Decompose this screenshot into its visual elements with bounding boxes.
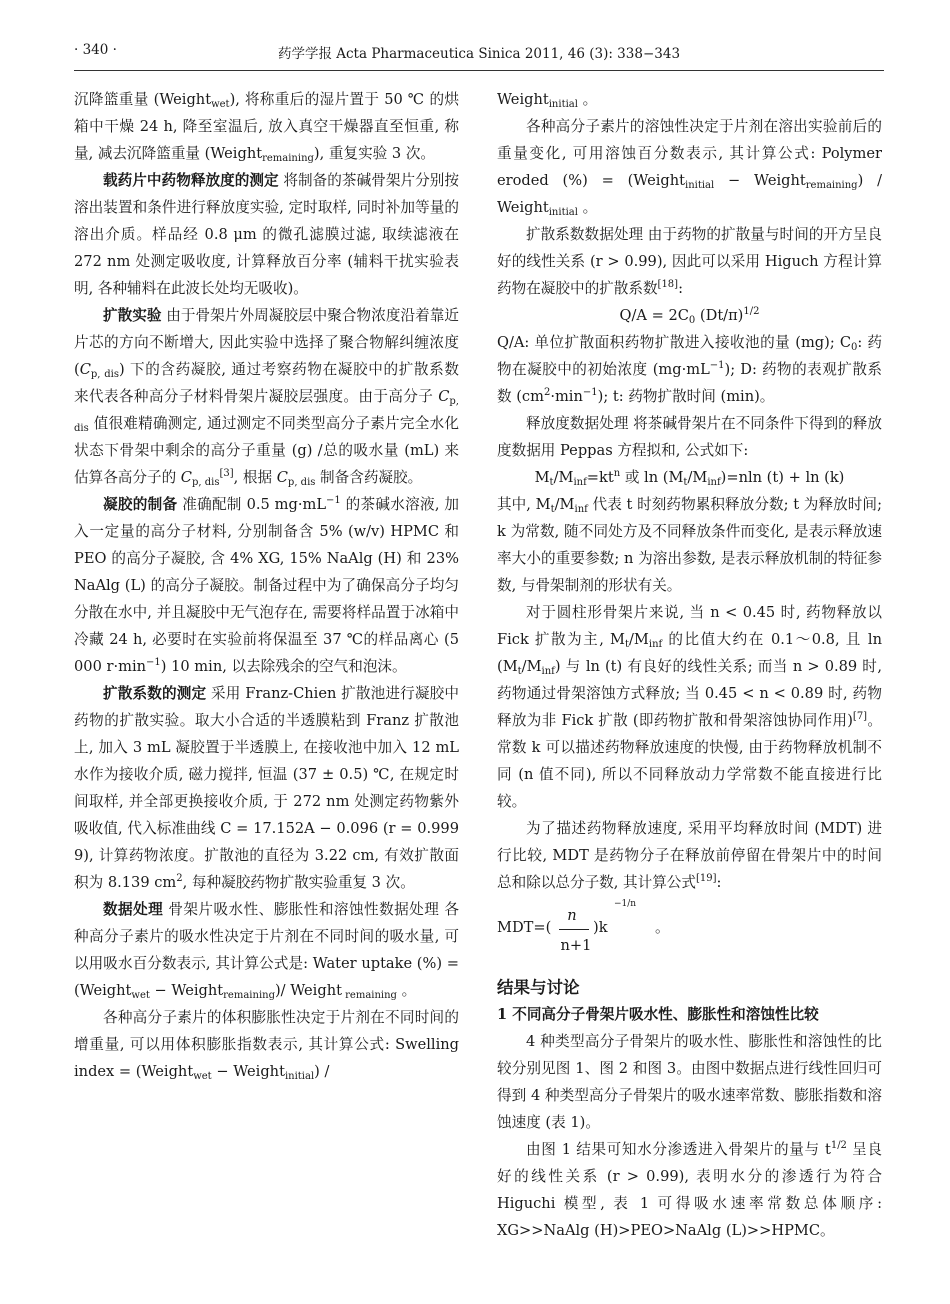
- paragraph-peppas-explain: 其中, $M_t/M_{inf}$ 代表 t 时刻药物累积释放分数; t 为释放时间; k 为常数, 随不同处方及不同释放条件而变化, 是表示释放速率大小的重要参数; n 为溶出参数, 是表示释放机制的特征参数, 与骨架制剂的形状有关。: [497, 496, 882, 594]
- paragraph-diffusion-data: 扩散系数数据处理 由于药物的扩散量与时间的开方呈良好的线性关系 (r > 0.99), 因此可以采用 Higuch 方程计算药物在凝胶中的扩散系数[18]:: [497, 226, 882, 297]
- heading-release-test: 载药片中药物释放度的测定: [103, 172, 279, 189]
- header-rule: [74, 70, 884, 71]
- paragraph-diffusion-coef: 扩散系数的测定 采用 Franz-Chien 扩散池进行凝胶中药物的扩散实验。取大小合适的半透膜粘到 Franz 扩散池上, 加入 3 mL 凝胶置于半透膜上, 在接收池中加入 12 mL 水作为接收介质, 磁力搅拌, 恒温 (37 ± 0.5) ℃, 在规定时间取样, 并全部更换接收介质, 于 272 nm 处测定药物紫外吸收值, 代入标准曲线 C = 17.152A − 0.096 (r = 0.999 9), 计算药物浓度。扩散池的直径为 3.22 cm, 有效扩散面积为 8.139 $cm^2$, 每种凝胶药物扩散实验重复 3 次。: [74, 685, 459, 891]
- equation-mdt: MDT=( n n+1 )k −1/n 。: [497, 899, 670, 954]
- paragraph-sink-weight: 沉降篮重量 (Weight$_{wet}$), 将称重后的湿片置于 50 ℃ 的烘箱中干燥 24 h, 降至室温后, 放入真空干燥器直至恒重, 称量, 减去沉降篮重量 (Weight$_{remaining}$), 重复实验 3 次。: [74, 91, 459, 164]
- paragraph-diffusion-exp: 扩散实验 由于骨架片外周凝胶层中聚合物浓度沿着靠近片芯的方向不断增大, 因此实验中选择了聚合物解纠缠浓度 $(C_{p, dis})$ 下的含药凝胶, 通过考察药物在凝胶中的扩散系数来代表各种高分子材料骨架片凝胶层强度。由于高分子 $C_{p, dis}$ 值很难精确测定, 通过测定不同类型高分子素片完全水化状态下骨架中剩余的高分子重量 (g) /总的吸水量 (mL) 来估算各高分子的 $C_{p, dis}[3]$, 根据 $C_{p, dis}$ 制备含药凝胶。: [74, 307, 459, 488]
- equation-peppas: $M_t/M_{inf}=kt^n$ 或 $\ln (M_t/M_{inf})=nln$ (t) + ln (k): [534, 468, 845, 488]
- paragraph-weight-initial: Weight$_{initial}$ 。: [497, 91, 598, 110]
- paragraph-results-1: 4 种类型高分子骨架片的吸水性、膨胀性和溶蚀性的比较分别见图 1、图 2 和图 3。由图中数据点进行线性回归可得到 4 种类型高分子骨架片的吸水速率常数、膨胀指数和溶蚀速度 (表 1)。: [497, 1033, 882, 1131]
- paragraph-cylinder: 对于圆柱形骨架片来说, 当 n < 0.45 时, 药物释放以 Fick 扩散为主, $M_t/M_{inf}$ 的比值大约在 0.1～0.8, 且 $\ln (M_t/M_{inf})$ 与 ln (t) 有良好的线性关系; 而当 n > 0.89 时, 药物通过骨架溶蚀方式释放; 当 0.45 < n < 0.89 时, 药物释放为非 Fick 扩散 (即药物扩散和骨架溶蚀协同作用)[7]。常数 k 可以描述药物释放速度的快慢, 由于药物释放机制不同 (n 值不同), 所以不同释放动力学常数不能直接进行比较。: [497, 604, 883, 810]
- heading-gel-prep: 凝胶的制备: [103, 496, 178, 513]
- paragraph-results-2: 由图 1 结果可知水分渗透进入骨架片的量与 $t^{1/2}$ 呈良好的线性关系 (r > 0.99), 表明水分的渗透行为符合 Higuchi 模型, 表 1 可得吸水速率常数总体顺序: XG>>NaAlg (H)>PEO>NaAlg (L)>>HPMC。: [497, 1140, 882, 1239]
- heading-data-processing: 数据处理: [103, 901, 164, 918]
- paragraph-data-processing: 数据处理 骨架片吸水性、膨胀性和溶蚀性数据处理 各种高分子素片的吸水性决定于片剂在不同时间的吸水量, 可以用吸水百分数表示, 其计算公式是: Water uptake (%) = (Weight$_{wet}$ − Weight$_{remaining}$)/ Weight $_{remaining}$ 。: [74, 901, 459, 1001]
- subsection-1-title: 1 不同高分子骨架片吸水性、膨胀性和溶蚀性比较: [497, 1006, 819, 1023]
- heading-diffusion-exp: 扩散实验: [103, 307, 162, 324]
- paragraph-swelling: 各种高分子素片的体积膨胀性决定于片剂在不同时间的增重量, 可以用体积膨胀指数表示, 其计算公式: Swelling index = (Weight$_{wet}$ − Weight$_{initial}$) /: [74, 1009, 459, 1082]
- paragraph-erosion: 各种高分子素片的溶蚀性决定于片剂在溶出实验前后的重量变化, 可用溶蚀百分数表示, 其计算公式: Polymer eroded (%) = (Weight$_{initial}$ − Weight$_{remaining}$) / Weight$_{initial}$ 。: [497, 118, 882, 218]
- heading-diffusion-coef: 扩散系数的测定: [103, 685, 207, 702]
- journal-title: 药学学报 Acta Pharmaceutica Sinica 2011, 46 (3): 338−343: [277, 46, 681, 62]
- section-results-title: 结果与讨论: [497, 978, 580, 997]
- paragraph-variables: Q/A: 单位扩散面积药物扩散进入接收池的量 (mg); $C_0$: 药物在凝胶中的初始浓度 $(mg\cdot mL^{-1})$; D: 药物的表观扩散系数 $(cm^2\cdot\min^{-1})$; t: 药物扩散时间 (min)。: [497, 334, 883, 405]
- page-number: · 340 ·: [74, 42, 117, 58]
- paragraph-release-test: 载药片中药物释放度的测定 将制备的茶碱骨架片分别按溶出装置和条件进行释放度实验, 定时取样, 同时补加等量的溶出介质。样品经 0.8 μm 的微孔滤膜过滤, 取续滤液在 272 nm 处测定吸收度, 计算释放百分率 (辅料干扰实验表明, 各种辅料在此波长处均无吸收)。: [74, 172, 459, 297]
- paragraph-release-data: 释放度数据处理 将茶碱骨架片在不同条件下得到的释放度数据用 Peppas 方程拟和, 公式如下:: [497, 415, 882, 459]
- page-header: [74, 36, 884, 66]
- right-column: [497, 86, 882, 1244]
- paragraph-mdt: 为了描述药物释放速度, 采用平均释放时间 (MDT) 进行比较, MDT 是药物分子在释放前停留在骨架片中的时间总和除以总分子数, 其计算公式[19]:: [497, 820, 882, 891]
- equation-higuchi: $Q/A = 2C_0$ $(Dt/\pi)^{1/2}$: [619, 306, 760, 326]
- paragraph-gel-prep: 凝胶的制备 准确配制 0.5 $mg\cdot mL^{-1}$ 的茶碱水溶液, 加入一定量的高分子材料, 分别制备含 5% (w/v) HPMC 和 PEO 的高分子凝胶, 含 4% XG, 15% NaAlg (H) 和 23% NaAlg (L) 的高分子凝胶。制备过程中为了确保高分子均匀分散在水中, 并且凝胶中无气泡存在, 需要将样品置于冰箱中冷藏 24 h, 必要时在实验前将保温至 37 ℃的样品离心 (5 000 $r\cdot\min^{-1}$) 10 min, 以去除残余的空气和泡沫。: [74, 495, 459, 675]
- left-column: [74, 86, 459, 1085]
